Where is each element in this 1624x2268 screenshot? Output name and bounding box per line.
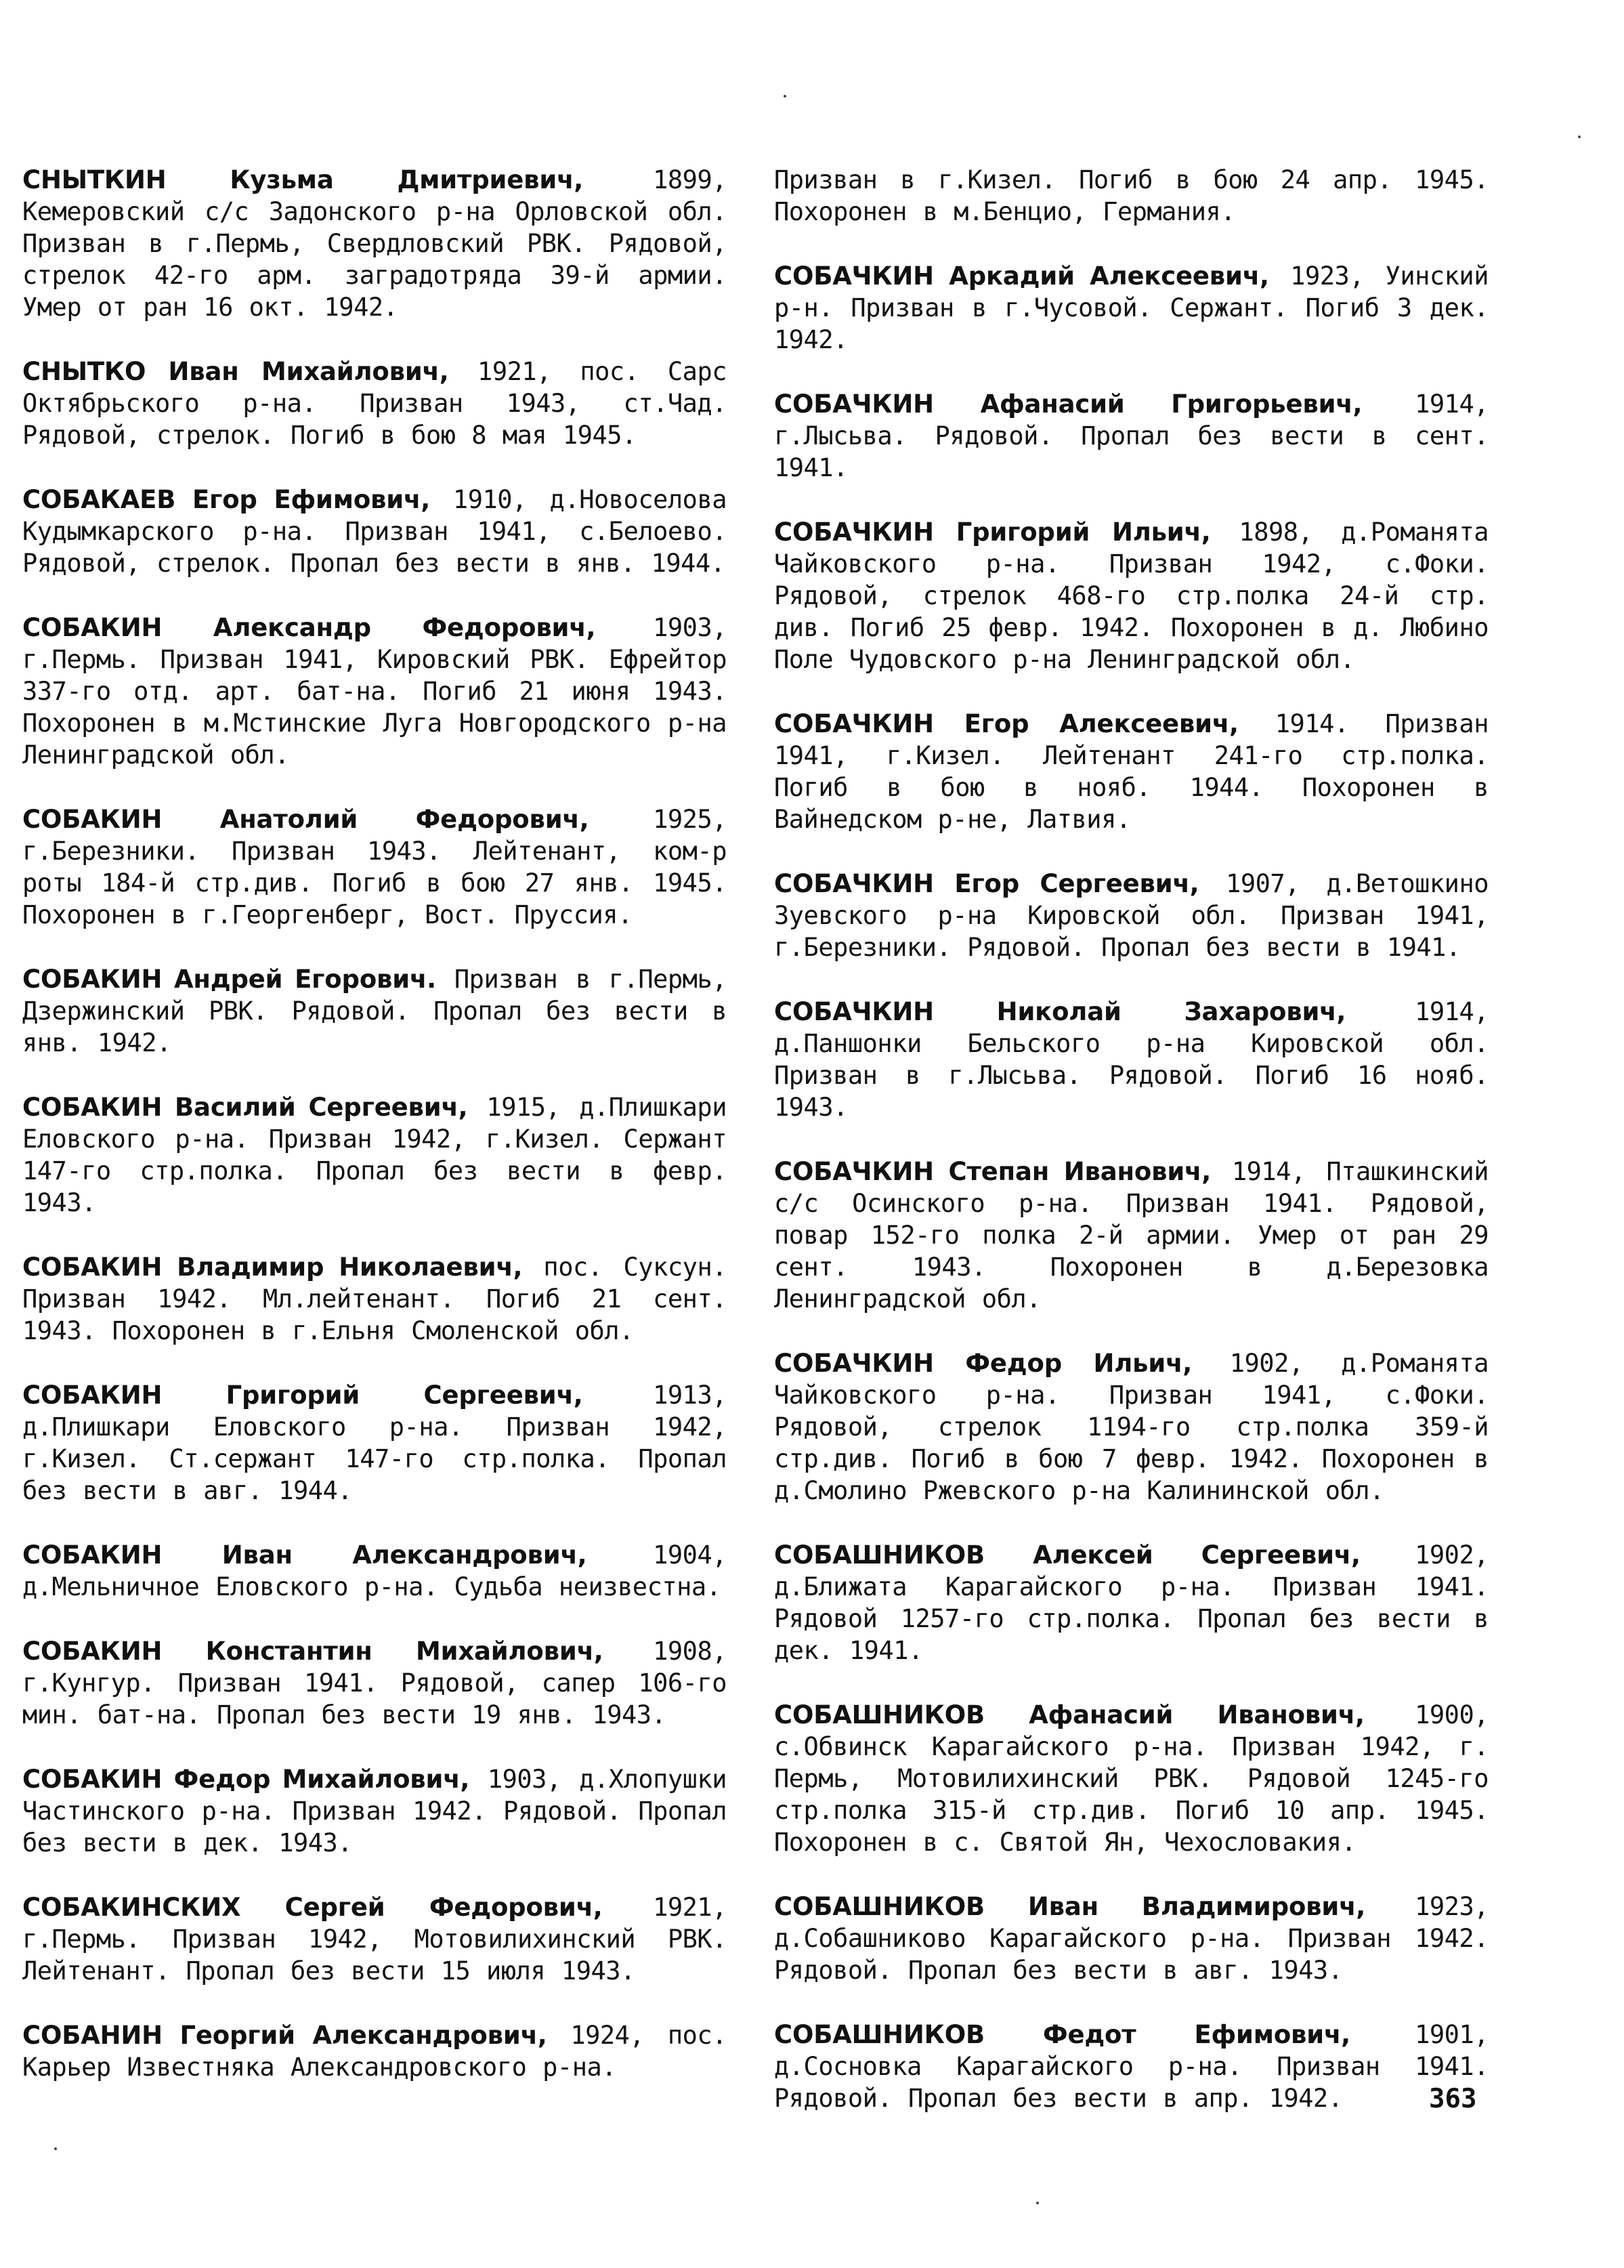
entry-name: СОБАЧКИН Федор Ильич, — [774, 1349, 1193, 1378]
entry — [22, 484, 727, 579]
entry-text: 1914, д.Паншонки Бельского р-на Кировской обл. Призван в г.Лысьва. Рядовой. Погиб 16 нояб. 1943. — [774, 997, 1489, 1122]
entry — [774, 708, 1489, 835]
entry-continuation — [774, 164, 1489, 228]
entry-text: 1921, пос. Сарс Октябрьского р-на. Призван 1943, ст.Чад. Рядовой, стрелок. Погиб в бою 8 мая 1945. — [22, 357, 727, 450]
entry-name: СОБАЧКИН Егор Сергеевич, — [774, 869, 1199, 898]
entry-name: СОБАКИН Федор Михайлович, — [22, 1765, 470, 1794]
entry-name: СОБАЧКИН Григорий Ильич, — [774, 518, 1211, 547]
entry-name: СОБАШНИКОВ Иван Владимирович, — [774, 1892, 1366, 1921]
entry-text: 1902, д.Романята Чайковского р-на. Призван 1941, с.Фоки. Рядовой, стрелок 1194-го стр.полка 359-й стр.див. Погиб в бою 7 февр. 1942. Похоронен в д.Смолино Ржевского р-на Калининской обл. — [774, 1349, 1489, 1505]
entry — [774, 996, 1489, 1123]
entry — [22, 1091, 727, 1219]
entry-text: 1923, Уинский р-н. Призван в г.Чусовой. Сержант. Погиб 3 дек. 1942. — [774, 261, 1489, 354]
entry-text: 1923, д.Собашниково Карагайского р-на. Призван 1942. Рядовой. Пропал без вести в авг. 1943. — [774, 1892, 1489, 1985]
entry — [774, 1699, 1489, 1858]
entry-text: 1903, д.Хлопушки Частинского р-на. Призван 1942. Рядовой. Пропал без вести в дек. 1943. — [22, 1765, 727, 1857]
entry — [22, 803, 727, 931]
entry-text: 1914, г.Лысьва. Рядовой. Пропал без вести в сент. 1941. — [774, 390, 1489, 482]
entry-text: 1910, д.Новоселова Кудымкарского р-на. Призван 1941, с.Белоево. Рядовой, стрелок. Пропал без вести в янв. 1944. — [22, 485, 727, 578]
entry-text: Призван в г.Кизел. Погиб в бою 24 апр. 1945. Похоронен в м.Бенцио, Германия. — [774, 165, 1489, 226]
entry-name: СОБАКАЕВ Егор Ефимович, — [22, 485, 431, 514]
scan-speck — [1578, 135, 1581, 138]
right-column — [774, 164, 1489, 2147]
entry-name: СОБАЧКИН Николай Захарович, — [774, 997, 1346, 1026]
left-column — [22, 164, 727, 2116]
entry-text: 1913, д.Плишкари Еловского р-на. Призван 1942, г.Кизел. Ст.сержант 147-го стр.полка. Пропал без вести в авг. 1944. — [22, 1381, 727, 1505]
entry — [22, 1891, 727, 1987]
entry-text: 1907, д.Ветошкино Зуевского р-на Кировской обл. Призван 1941, г.Березники. Рядовой. Пропал без вести в 1941. — [774, 869, 1489, 962]
entry — [22, 963, 727, 1059]
entry-text: 1900, с.Обвинск Карагайского р-на. Призван 1942, г. Пермь, Мотовилихинский РВК. Рядовой 1245-го стр.полка 315-й стр.див. Погиб 10 апр. 1945. Похоронен в с. Святой Ян, Чехословакия. — [774, 1700, 1489, 1857]
entry-text: 1904, д.Мельничное Еловского р-на. Судьба неизвестна. — [22, 1540, 727, 1601]
scan-speck — [1036, 2202, 1039, 2204]
entry — [774, 1891, 1489, 1986]
entry-text: 1908, г.Кунгур. Призван 1941. Рядовой, сапер 106-го мин. бат-на. Пропал без вести 19 янв. 1943. — [22, 1637, 727, 1729]
entry — [774, 1347, 1489, 1507]
entry — [774, 260, 1489, 356]
entry — [22, 356, 727, 451]
entry — [22, 612, 727, 771]
entry-text: Призван в г.Пермь, Дзержинский РВК. Рядовой. Пропал без вести в янв. 1942. — [22, 965, 727, 1057]
entry-name: СНЫТКО Иван Михайлович, — [22, 357, 449, 386]
entry-text: пос. Суксун. Призван 1942. Мл.лейтенант. Погиб 21 сент. 1943. Похоронен в г.Ельня Смоленской обл. — [22, 1253, 727, 1345]
entry-name: СОБАКИН Константин Михайлович, — [22, 1637, 603, 1666]
entry-text: 1902, д.Ближата Карагайского р-на. Призван 1941. Рядовой 1257-го стр.полка. Пропал без вести в дек. 1941. — [774, 1540, 1489, 1665]
entry — [774, 2019, 1489, 2114]
entry-text: 1899, Кемеровский с/с Задонского р-на Орловской обл. Призван в г.Пермь, Свердловский РВК. Рядовой, стрелок 42-го арм. заградотряда 39-й армии. Умер от ран 16 окт. 1942. — [22, 165, 727, 322]
entry — [22, 1763, 727, 1859]
entry — [22, 2019, 727, 2083]
entry-text: 1924, пос. Карьер Известняка Александровского р-на. — [22, 2021, 727, 2082]
page-number: 363 — [1429, 2084, 1477, 2114]
entry-name: СОБАКИН Андрей Егорович. — [22, 965, 437, 994]
entry-text: 1898, д.Романята Чайковского р-на. Призван 1942, с.Фоки. Рядовой, стрелок 468-го стр.полка 24-й стр. див. Погиб 25 февр. 1942. Похоронен в д. Любино Поле Чудовского р-на Ленинградской обл. — [774, 518, 1489, 674]
entry-name: СОБАКИН Иван Александрович, — [22, 1540, 587, 1570]
entry — [22, 1635, 727, 1731]
entry-text: 1903, г.Пермь. Призван 1941, Кировский РВК. Ефрейтор 337-го отд. арт. бат-на. Погиб 21 июня 1943. Похоронен в м.Мстинские Луга Новгородского р-на Ленинградской обл. — [22, 613, 727, 770]
entry-name: СОБАЧКИН Афанасий Григорьевич, — [774, 390, 1363, 419]
entry — [22, 1379, 727, 1507]
entry-name: СОБАКИН Владимир Николаевич, — [22, 1253, 523, 1282]
entry-name: СОБАШНИКОВ Алексей Сергеевич, — [774, 1540, 1361, 1570]
entry-name: СНЫТКИН Кузьма Дмитриевич, — [22, 165, 584, 194]
entry-name: СОБАШНИКОВ Афанасий Иванович, — [774, 1700, 1365, 1729]
entry — [22, 1251, 727, 1347]
entry-name: СОБАЧКИН Егор Алексеевич, — [774, 709, 1239, 738]
entry-text: 1914, Пташкинский с/с Осинского р-на. Призван 1941. Рядовой, повар 152-го полка 2-й армии. Умер от ран 29 сент. 1943. Похоронен в д.Березовка Ленинградской обл. — [774, 1157, 1489, 1314]
entry-text: 1901, д.Сосновка Карагайского р-на. Призван 1941. Рядовой. Пропал без вести в апр. 1942. — [774, 2020, 1489, 2113]
entry — [22, 164, 727, 323]
entry — [774, 868, 1489, 963]
entry-name: СОБАНИН Георгий Александрович, — [22, 2021, 547, 2050]
entry-name: СОБАКИН Григорий Сергеевич, — [22, 1381, 583, 1410]
scan-speck — [54, 2147, 57, 2150]
entry — [22, 1539, 727, 1603]
entry-name: СОБАКИН Василий Сергеевич, — [22, 1093, 468, 1122]
entry — [774, 1539, 1489, 1666]
entry-text: 1921, г.Пермь. Призван 1942, Мотовилихинский РВК. Лейтенант. Пропал без вести 15 июля 1943. — [22, 1893, 727, 1986]
entry — [774, 388, 1489, 484]
scan-speck — [784, 95, 786, 98]
entry — [774, 516, 1489, 675]
entry-name: СОБАКИНСКИХ Сергей Федорович, — [22, 1893, 603, 1922]
entry-name: СОБАЧКИН Степан Иванович, — [774, 1157, 1212, 1186]
entry-name: СОБАЧКИН Аркадий Алексеевич, — [774, 261, 1269, 291]
entry-name: СОБАКИН Александр Федорович, — [22, 613, 596, 642]
entry-text: 1915, д.Плишкари Еловского р-на. Призван 1942, г.Кизел. Сержант 147-го стр.полка. Пропал без вести в февр. 1943. — [22, 1093, 727, 1217]
entry-name: СОБАКИН Анатолий Федорович, — [22, 805, 589, 834]
entry-text: 1925, г.Березники. Призван 1943. Лейтенант, ком-р роты 184-й стр.див. Погиб в бою 27 янв. 1945. Похоронен в г.Георгенберг, Вост. Пруссия. — [22, 805, 727, 929]
entry-name: СОБАШНИКОВ Федот Ефимович, — [774, 2020, 1351, 2049]
entry-text: 1914. Призван 1941, г.Кизел. Лейтенант 241-го стр.полка. Погиб в бою в нояб. 1944. Похоронен в Вайнедском р-не, Латвия. — [774, 709, 1489, 834]
entry — [774, 1156, 1489, 1315]
